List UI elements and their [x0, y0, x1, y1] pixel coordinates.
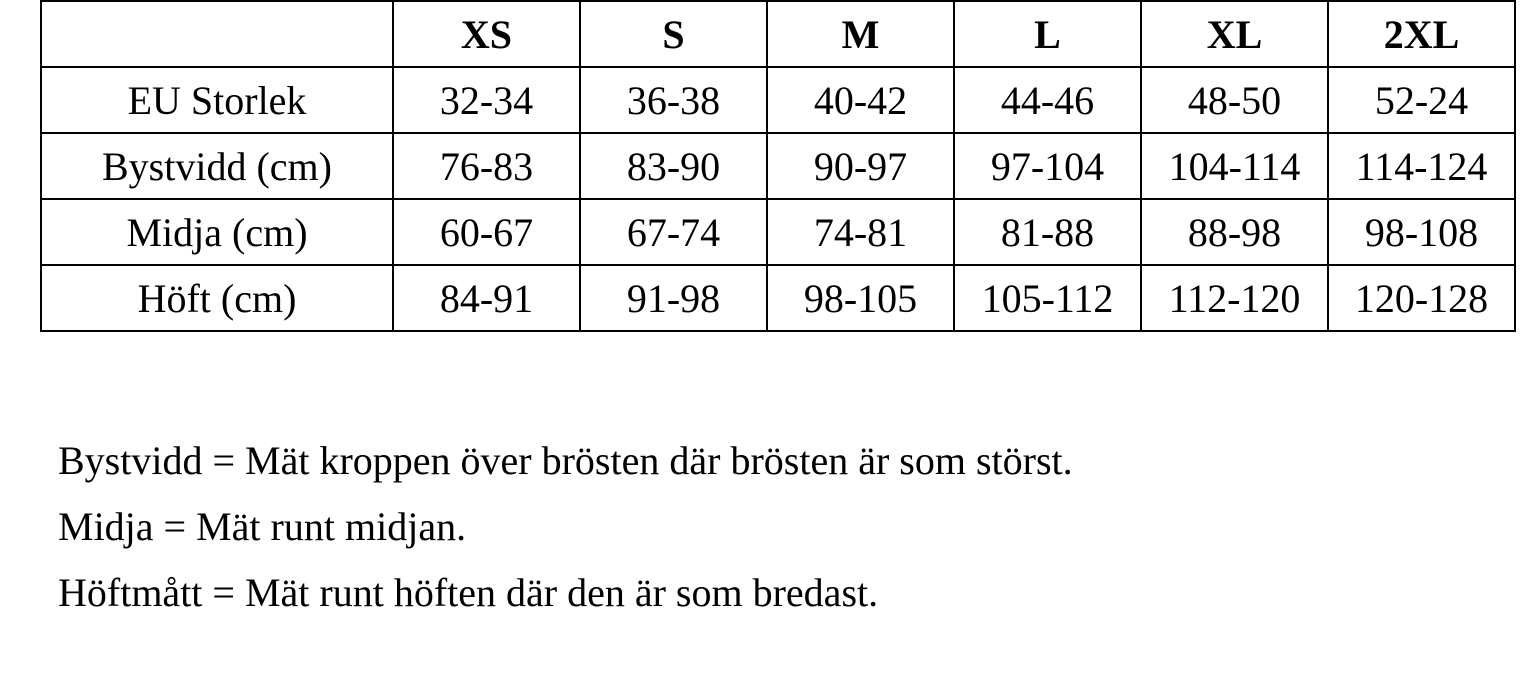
table-header-row: [41, 1, 1515, 67]
header-size-xs: XS: [393, 1, 580, 67]
header-size-l: L: [954, 1, 1141, 67]
table-cell: 90-97: [767, 133, 954, 199]
table-row-eu-size: [41, 67, 1515, 133]
header-size-s: S: [580, 1, 767, 67]
note-hip: Höftmått = Mät runt höften där den är som bredast.: [58, 570, 879, 615]
table-cell: 36-38: [580, 67, 767, 133]
table-cell: 81-88: [954, 199, 1141, 265]
table-cell: 98-108: [1328, 199, 1515, 265]
table-corner-cell: [41, 1, 393, 67]
measurement-notes: [58, 428, 1073, 626]
table-cell: 104-114: [1141, 133, 1328, 199]
table-cell: 112-120: [1141, 265, 1328, 331]
table-cell: 120-128: [1328, 265, 1515, 331]
table-cell: 67-74: [580, 199, 767, 265]
row-label: EU Storlek: [41, 67, 393, 133]
note-bust: Bystvidd = Mät kroppen över brösten där brösten är som störst.: [58, 438, 1073, 483]
table-row-waist: [41, 199, 1515, 265]
table-cell: 44-46: [954, 67, 1141, 133]
table-cell: 60-67: [393, 199, 580, 265]
size-chart-table: [40, 0, 1516, 332]
header-size-xl: XL: [1141, 1, 1328, 67]
table-cell: 32-34: [393, 67, 580, 133]
row-label: Midja (cm): [41, 199, 393, 265]
header-size-2xl: 2XL: [1328, 1, 1515, 67]
table-cell: 52-24: [1328, 67, 1515, 133]
table-cell: 40-42: [767, 67, 954, 133]
table-cell: 91-98: [580, 265, 767, 331]
table-cell: 114-124: [1328, 133, 1515, 199]
row-label: Höft (cm): [41, 265, 393, 331]
table-cell: 48-50: [1141, 67, 1328, 133]
table-cell: 84-91: [393, 265, 580, 331]
table-cell: 97-104: [954, 133, 1141, 199]
note-waist: Midja = Mät runt midjan.: [58, 504, 467, 549]
table-cell: 74-81: [767, 199, 954, 265]
table-cell: 76-83: [393, 133, 580, 199]
table-cell: 98-105: [767, 265, 954, 331]
header-size-m: M: [767, 1, 954, 67]
table-cell: 83-90: [580, 133, 767, 199]
table-row-bust: [41, 133, 1515, 199]
row-label: Bystvidd (cm): [41, 133, 393, 199]
table-row-hip: [41, 265, 1515, 331]
table-cell: 105-112: [954, 265, 1141, 331]
table-cell: 88-98: [1141, 199, 1328, 265]
